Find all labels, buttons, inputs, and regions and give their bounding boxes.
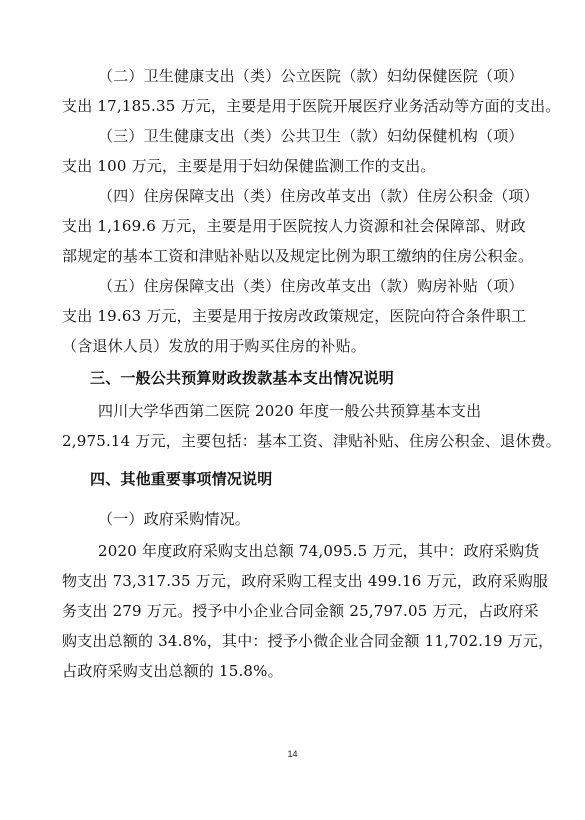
paragraph-line: 购支出总额的 34.8%，其中：授予小微企业合同金额 11,702.19 万元， — [62, 632, 554, 650]
paragraph-line: 支出 19.63 万元，主要是用于按房改政策规定，医院向符合条件职工 — [62, 307, 527, 325]
paragraph-line: 务支出 279 万元。授予中小企业合同金额 25,797.05 万元，占政府采 — [62, 602, 539, 620]
paragraph-line: （三）卫生健康支出（类）公共卫生（款）妇幼保健机构（项） — [98, 127, 524, 145]
paragraph-line: 四川大学华西第二医院 2020 年度一般公共预算基本支出 — [98, 402, 482, 420]
section-heading: 四、其他重要事项情况说明 — [90, 470, 273, 488]
paragraph-line: 物支出 73,317.35 万元，政府采购工程支出 499.16 万元，政府采购服 — [62, 572, 549, 590]
paragraph-line: 支出 17,185.35 万元，主要是用于医院开展医疗业务活动等方面的支出。 — [62, 97, 561, 115]
paragraph-line: 2020 年度政府采购支出总额 74,095.5 万元，其中：政府采购货 — [98, 542, 540, 560]
subsection-heading: （一）政府采购情况。 — [98, 510, 251, 528]
paragraph-line: 2,975.14 万元，主要包括：基本工资、津贴补贴、住房公积金、退休费。 — [62, 432, 561, 450]
paragraph-line: 部规定的基本工资和津贴补贴以及规定比例为职工缴纳的住房公积金。 — [62, 247, 534, 265]
paragraph-line: （四）住房保障支出（类）住房改革支出（款）住房公积金（项） — [98, 187, 539, 205]
paragraph-line: 占政府采购支出总额的 15.8%。 — [62, 662, 283, 680]
paragraph-line: （含退休人员）发放的用于购买住房的补贴。 — [62, 337, 367, 355]
paragraph-line: （五）住房保障支出（类）住房改革支出（款）购房补贴（项） — [98, 277, 524, 295]
section-heading: 三、一般公共预算财政拨款基本支出情况说明 — [90, 369, 395, 387]
paragraph-line: 支出 1,169.6 万元，主要是用于医院按人力资源和社会保障部、财政 — [62, 217, 526, 235]
page-number: 14 — [287, 749, 298, 759]
paragraph-line: 支出 100 万元，主要是用于妇幼保健监测工作的支出。 — [62, 157, 436, 175]
paragraph-line: （二）卫生健康支出（类）公立医院（款）妇幼保健医院（项） — [98, 67, 524, 85]
